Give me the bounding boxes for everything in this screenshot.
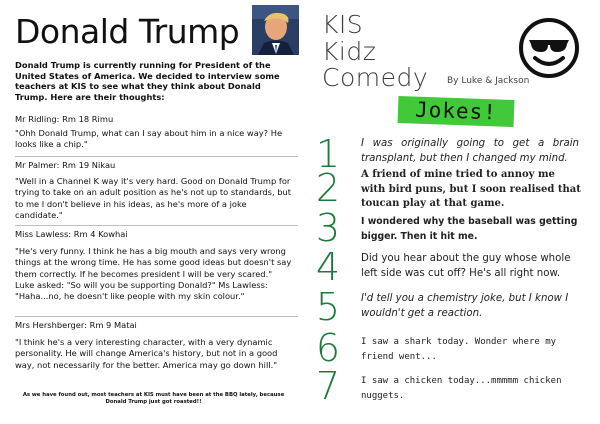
teacher-quote: "He's very funny. I think he has a big mouth and says very wrong things at the wrong time. He has some good ideas but doesn't say them correctly. If he becomes president I will be very scared." Luke asked: "So will you be supporting Donald?" Ms Lawless: "Haha...no, he doesn't like people with my skin colour." bbox=[15, 246, 292, 302]
trump-article bbox=[15, 0, 298, 424]
joke-text: I'd tell you a chemistry joke, but I know I wouldn't get a reaction. bbox=[361, 293, 569, 319]
comedy-title-line3: Comedy bbox=[322, 63, 429, 92]
joke-number: 1 bbox=[315, 132, 341, 176]
trump-portrait-image bbox=[252, 5, 299, 55]
joke-number: 2 bbox=[315, 166, 341, 210]
article-footnote: As we have found out, most teachers at KIS must have been at the BBQ lately, because Donald Trump just got roasted!! bbox=[22, 392, 285, 405]
teacher-name: Mrs Hershberger: Rm 9 Matai bbox=[15, 320, 137, 330]
teacher-quote: "Well in a Channel K way it's very hard. Good on Donald Trump for trying to take on an adult position as he's not up to standards, but to me I don't believe in his ideas, as he's more of a joke candidate." bbox=[15, 176, 292, 220]
joke-text: I saw a chicken today...mmmmm chicken nuggets. bbox=[361, 376, 562, 401]
byline: By Luke & Jackson bbox=[447, 76, 530, 86]
joke-text: I saw a shark today. Wonder where my friend went... bbox=[361, 337, 557, 362]
divider bbox=[15, 225, 298, 226]
comedy-title-line1: KIS bbox=[322, 10, 364, 39]
joke-text: A friend of mine tried to annoy me with bird puns, but I soon realised that toucan play at that game. bbox=[361, 169, 581, 209]
joke-text: I wondered why the baseball was getting bigger. Then it hit me. bbox=[361, 216, 578, 242]
joke-text: Did you hear about the guy whose whole left side was cut off? He's all right now. bbox=[361, 253, 571, 279]
joke-number: 7 bbox=[315, 364, 341, 408]
article-title: Donald Trump bbox=[15, 12, 240, 51]
teacher-name: Mr Ridling: Rm 18 Rimu bbox=[15, 114, 114, 124]
joke-number: 3 bbox=[315, 206, 341, 250]
joke-number: 5 bbox=[315, 285, 341, 329]
divider bbox=[15, 156, 298, 157]
teacher-quote: "Ohh Donald Trump, what can I say about him in a nice way? He looks like a chip." bbox=[15, 128, 283, 150]
sunglasses-smiley-icon bbox=[517, 16, 581, 80]
comedy-title-line2: Kidz bbox=[322, 37, 377, 66]
joke-text: I was originally going to get a brain transplant, but then I changed my mind. bbox=[361, 138, 579, 164]
article-intro: Donald Trump is currently running for President of the United States of America. We decided to interview some teachers at KIS to see what they think about Donald Trump. Here are their thoughts: bbox=[15, 60, 280, 102]
joke-number: 6 bbox=[315, 326, 341, 370]
jokes-label: Jokes! bbox=[398, 96, 515, 127]
teacher-quote: "I think he's a very interesting character, with a very dynamic personality. He will change America's history, but not in a good way, not necessarily for the better. America may go down hill." bbox=[15, 337, 278, 370]
divider bbox=[15, 316, 298, 317]
joke-number: 4 bbox=[315, 245, 341, 289]
teacher-name: Mr Palmer: Rm 19 Nikau bbox=[15, 160, 116, 170]
teacher-name: Miss Lawless: Rm 4 Kowhai bbox=[15, 229, 128, 239]
